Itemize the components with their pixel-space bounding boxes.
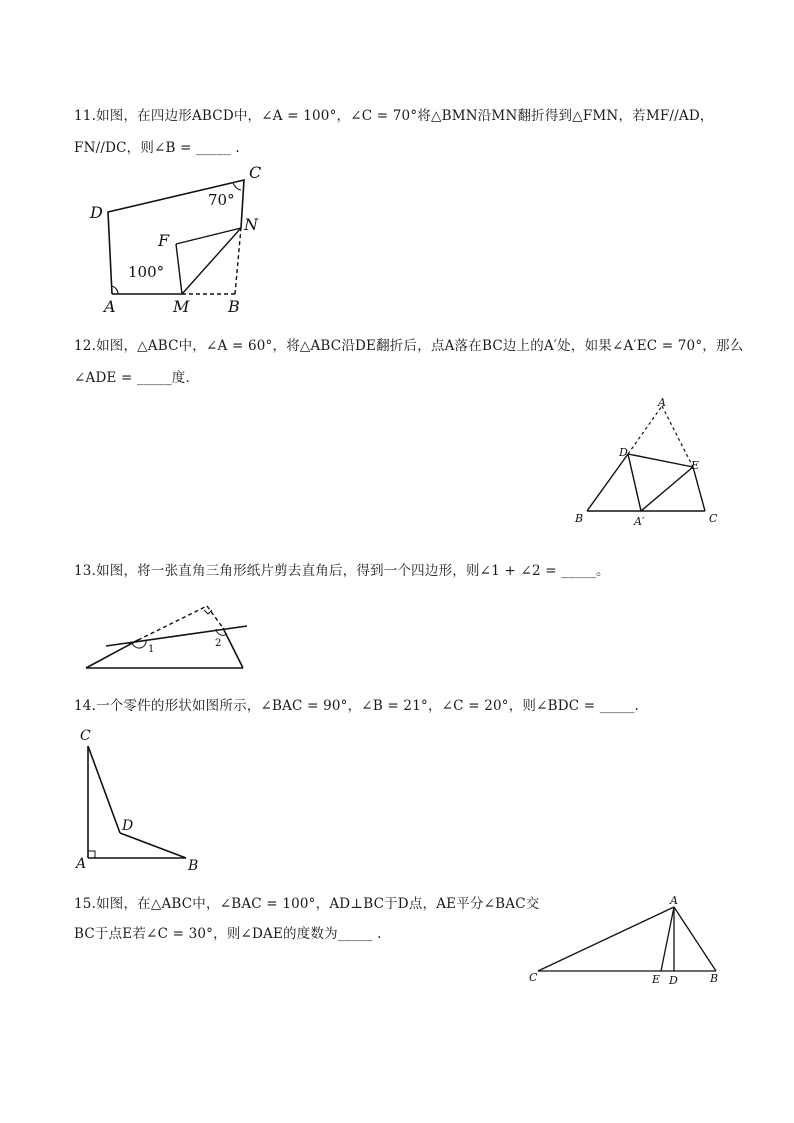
- q13-angle-2-label: 2: [215, 638, 222, 649]
- q15-number: 15.: [74, 896, 97, 912]
- q15-figure: [524, 890, 734, 990]
- q11-label-m: M: [173, 297, 190, 316]
- q12-label-d: D: [619, 446, 628, 459]
- q14-line1: [74, 694, 639, 714]
- q12-label-c: C: [709, 512, 718, 525]
- q11-angle-a-label: 100°: [128, 263, 165, 281]
- q12-line1: [74, 334, 743, 354]
- q12-triangle-diagram: [570, 394, 730, 534]
- q15-triangle-diagram: [524, 890, 734, 990]
- q11-line1: [74, 104, 714, 124]
- q14-part-diagram: [70, 724, 210, 874]
- q15-label-c: C: [529, 971, 538, 984]
- q14-figure: [70, 724, 210, 874]
- q14-number: 14.: [74, 698, 97, 714]
- q15-label-b: B: [710, 972, 719, 985]
- q12-label-b: B: [575, 512, 584, 525]
- q14-label-c: C: [80, 728, 91, 744]
- q13-text-line1: 如图，将一张直角三角形纸片剪去直角后，得到一个四边形，则∠1 + ∠2 = _____。: [96, 563, 610, 579]
- q11-figure: [84, 160, 284, 320]
- q15-line1: [74, 892, 539, 912]
- q15-text-line1: 如图，在△ABC中，∠BAC = 100°，AD⊥BC于D点，AE平分∠BAC交: [96, 896, 540, 912]
- q11-label-n: N: [244, 215, 258, 234]
- q14-label-a: A: [76, 856, 87, 872]
- q13-number: 13.: [74, 563, 97, 579]
- q14-label-d: D: [122, 818, 134, 834]
- q12-line2: ∠ADE = _____度.: [74, 370, 190, 386]
- q11-text-line1: 如图，在四边形ABCD中，∠A = 100°，∠C = 70°将△BMN沿MN翻折得到△FMN，若MF//AD，: [96, 108, 714, 124]
- q15-label-d: D: [669, 974, 678, 987]
- q15-line2: BC于点E若∠C = 30°，则∠DAE的度数为_____ .: [74, 926, 382, 942]
- q11-label-f: F: [158, 231, 170, 250]
- q11-label-d: D: [90, 203, 103, 222]
- q13-angle-1-label: 1: [148, 644, 155, 655]
- q12-label-a-prime: A′: [634, 515, 645, 528]
- q11-label-b: B: [228, 297, 240, 316]
- q11-quadrilateral-diagram: [84, 160, 284, 320]
- q11-number: 11.: [74, 108, 97, 124]
- q11-angle-c-label: 70°: [208, 191, 235, 209]
- q11-line2: FN//DC，则∠B = _____ .: [74, 140, 240, 156]
- q15-label-e: E: [652, 973, 661, 986]
- q12-label-a: A: [658, 396, 666, 409]
- q12-label-e: E: [691, 459, 700, 472]
- q12-text-line1: 如图，△ABC中，∠A = 60°，将△ABC沿DE翻折后，点A落在BC边上的A′处，如果∠A′EC = 70°，那么: [96, 338, 744, 354]
- q14-label-b: B: [188, 858, 199, 874]
- q11-label-a: A: [104, 297, 116, 316]
- q14-text-line1: 一个零件的形状如图所示，∠BAC = 90°，∠B = 21°，∠C = 20°，则∠BDC = _____.: [96, 698, 640, 714]
- q13-figure: [80, 596, 260, 676]
- q12-number: 12.: [74, 338, 97, 354]
- q11-label-c: C: [249, 163, 262, 182]
- q13-cut-triangle-diagram: [80, 596, 260, 676]
- q15-label-a: A: [670, 894, 678, 907]
- q12-figure: [570, 394, 730, 534]
- q13-line1: [74, 559, 610, 579]
